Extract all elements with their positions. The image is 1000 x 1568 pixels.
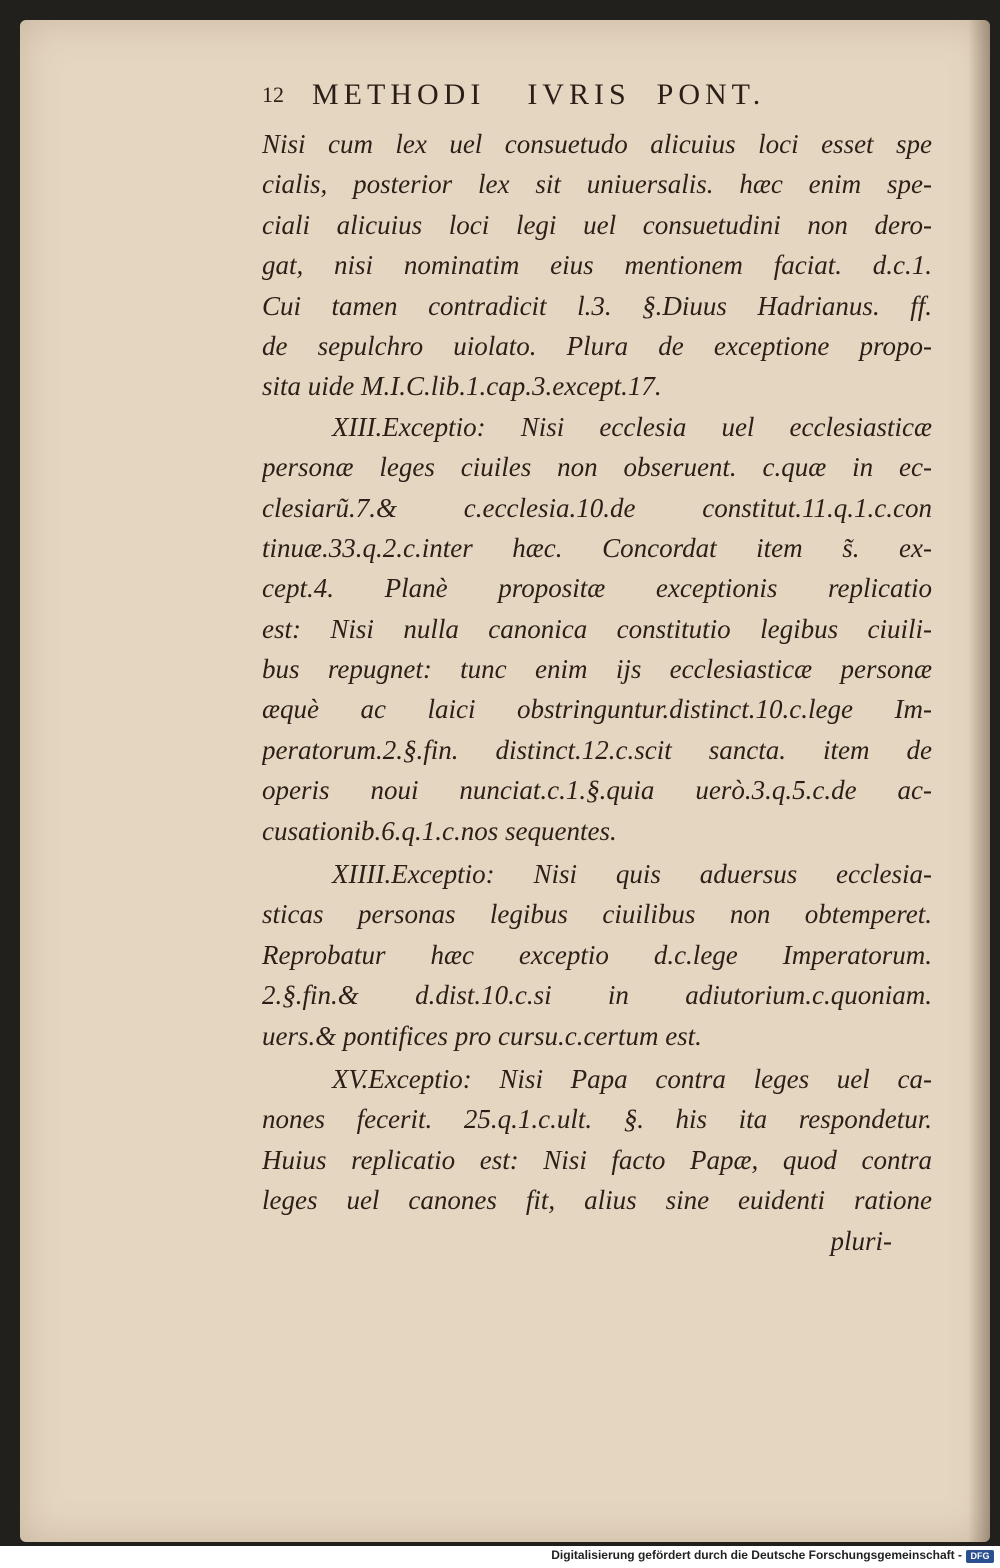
text-line: personæ leges ciuiles non obseruent. c.quæ in ec- bbox=[262, 452, 932, 483]
text-line: Huius replicatio est: Nisi facto Papæ, quod contra bbox=[262, 1144, 932, 1175]
text-line: leges uel canones fit, alius sine euidenti ratione bbox=[262, 1185, 932, 1216]
running-title-word: PONT. bbox=[656, 78, 766, 111]
text-line: tinuæ.33.q.2.c.inter hæc. Concordat item s̃. ex- bbox=[262, 532, 932, 563]
text-line: gat, nisi nominatim eius mentionem faciat. d.c.1. bbox=[262, 250, 932, 281]
text-line: sita uide M.I.C.lib.1.cap.3.except.17. bbox=[262, 371, 662, 402]
text-line: est: Nisi nulla canonica constitutio legibus ciuili- bbox=[262, 613, 932, 644]
text-line: uers.& pontifices pro cursu.c.certum est. bbox=[262, 1020, 702, 1051]
text-line: sticas personas legibus ciuilibus non obtemperet. bbox=[262, 899, 932, 930]
text-line: cialis, posterior lex sit uniuersalis. hæc enim spe- bbox=[262, 169, 932, 200]
text-line: peratorum.2.§.fin. distinct.12.c.scit sancta. item de bbox=[262, 734, 932, 765]
text-line: cusationib.6.q.1.c.nos sequentes. bbox=[262, 815, 617, 846]
text-line: æquè ac laici obstringuntur.distinct.10.c.lege Im- bbox=[262, 694, 932, 725]
text-line: cept.4. Planè propositæ exceptionis replicatio bbox=[262, 573, 932, 604]
running-head bbox=[262, 78, 862, 124]
text-line: Cui tamen contradicit l.3. §.Diuus Hadrianus. ff. bbox=[262, 290, 932, 321]
dfg-logo: DFG bbox=[966, 1550, 994, 1563]
text-line: de sepulchro uiolato. Plura de exceptione propo- bbox=[262, 330, 932, 361]
text-line: clesiarũ.7.& c.ecclesia.10.de constitut.11.q.1.c.con bbox=[262, 492, 932, 523]
body-text bbox=[262, 124, 932, 1261]
text-line: bus repugnet: tunc enim ijs ecclesiasticæ personæ bbox=[262, 654, 932, 685]
text-line: Nisi cum lex uel consuetudo alicuius loci esset spe bbox=[262, 129, 932, 159]
funding-notice: Digitalisierung gefördert durch die Deutsche Forschungsgemeinschaft - bbox=[551, 1548, 962, 1562]
paragraph-start-line: XV.Exceptio: Nisi Papa contra leges uel ca- bbox=[332, 1063, 932, 1094]
paragraph-start-line: XIIII.Exceptio: Nisi quis aduersus ecclesia- bbox=[332, 859, 932, 890]
running-title-word: METHODI bbox=[312, 78, 486, 111]
text-line: nones fecerit. 25.q.1.c.ult. §. his ita respondetur. bbox=[262, 1104, 932, 1135]
text-line: Reprobatur hæc exceptio d.c.lege Imperatorum. bbox=[262, 939, 932, 970]
digitization-footer bbox=[0, 1546, 1000, 1568]
text-line: 2.§.fin.& d.dist.10.c.si in adiutorium.c.quoniam. bbox=[262, 980, 932, 1011]
running-title-word: IVRIS bbox=[527, 78, 631, 111]
catchword: pluri- bbox=[830, 1225, 892, 1256]
paragraph-start-line: XIII.Exceptio: Nisi ecclesia uel ecclesiasticæ bbox=[332, 411, 932, 442]
page-number: 12 bbox=[262, 82, 284, 107]
text-line: ciali alicuius loci legi uel consuetudini non dero- bbox=[262, 209, 932, 240]
text-line: operis noui nunciat.c.1.§.quia uerò.3.q.5.c.de ac- bbox=[262, 775, 932, 806]
